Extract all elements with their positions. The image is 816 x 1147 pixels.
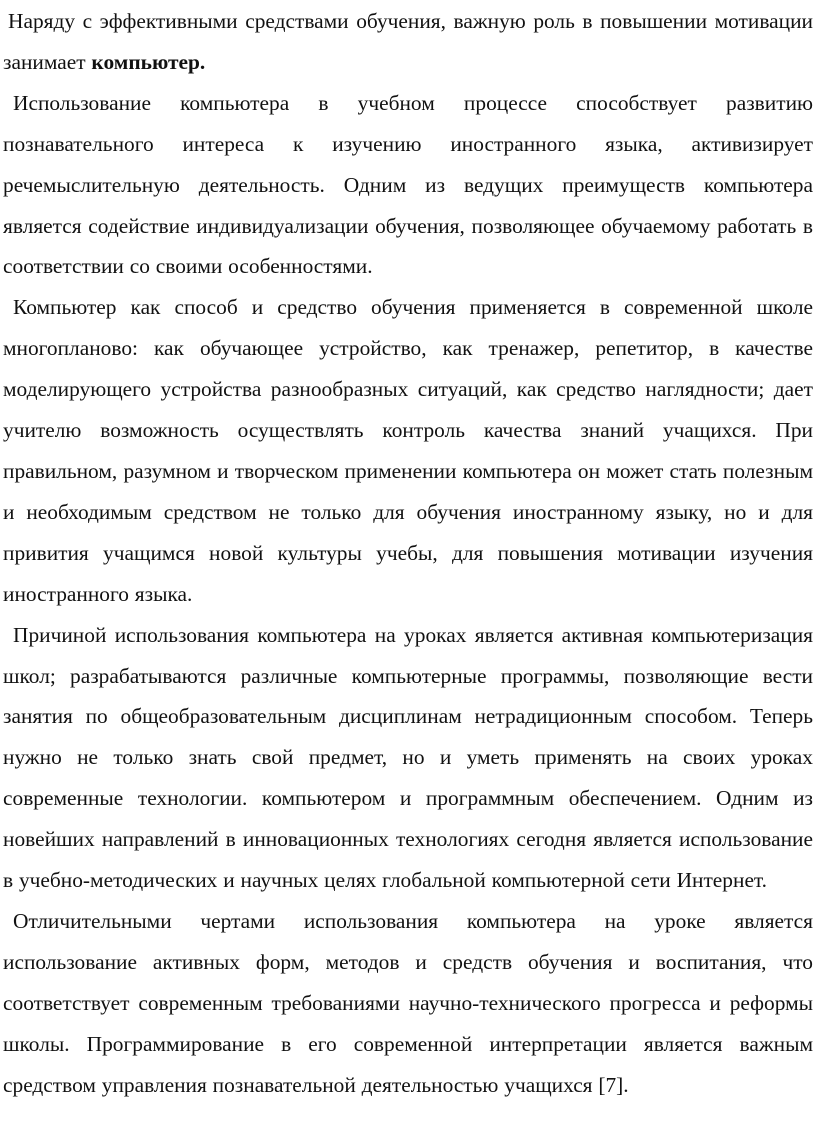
paragraph-4: Причиной использования компьютера на уроках является активная компьютеризация школ; разрабатываются различные компьютерные программы, позволяющие вести занятия по общеобразовательным дисциплинам нетрадиционным способом. Теперь нужно не только знать свой предмет, но и уметь применять на своих уроках современные технологии. компьютером и программным обеспечением. Одним из новейших направлений в инновационных технологиях сегодня является использование в учебно-методических и научных целях глобальной компьютерной сети Интернет.	[3, 622, 813, 893]
paragraph-5: Отличительными чертами использования компьютера на уроке является использование активных форм, методов и средств обучения и воспитания, что соответствует современным требованиями научно-технического прогресса и реформы школы. Программирование в его современной интерпретации является важным средством управления познавательной деятельностью учащихся [7].	[3, 908, 813, 1097]
paragraph-3: Компьютер как способ и средство обучения применяется в современной школе многопланово: как обучающее устройство, как тренажер, репетитор, в качестве моделирующего устройства разнообразных ситуаций, как средство наглядности; дает учителю возможность осуществлять контроль качества знаний учащихся. При правильном, разумном и творческом применении компьютера он может стать полезным и необходимым средством не только для обучения иностранному языку, но и для привития учащимся новой культуры учебы, для повышения мотивации изучения иностранного языка.	[3, 295, 813, 606]
paragraph-2: Использование компьютера в учебном процессе способствует развитию познавательного интереса к изучению иностранного языка, активизирует речемыслительную деятельность. Одним из ведущих преимуществ компьютера является содействие индивидуализации обучения, позволяющее обучаемому работать в соответствии со своими особенностями.	[3, 90, 813, 279]
paragraph-1	[3, 1, 813, 83]
paragraph-1-bold-term: компьютер.	[91, 49, 206, 74]
document-page	[3, 0, 813, 1105]
paragraph-1-text: Наряду с эффективными средствами обучения, важную роль в повышении мотивации занимает	[3, 9, 813, 74]
